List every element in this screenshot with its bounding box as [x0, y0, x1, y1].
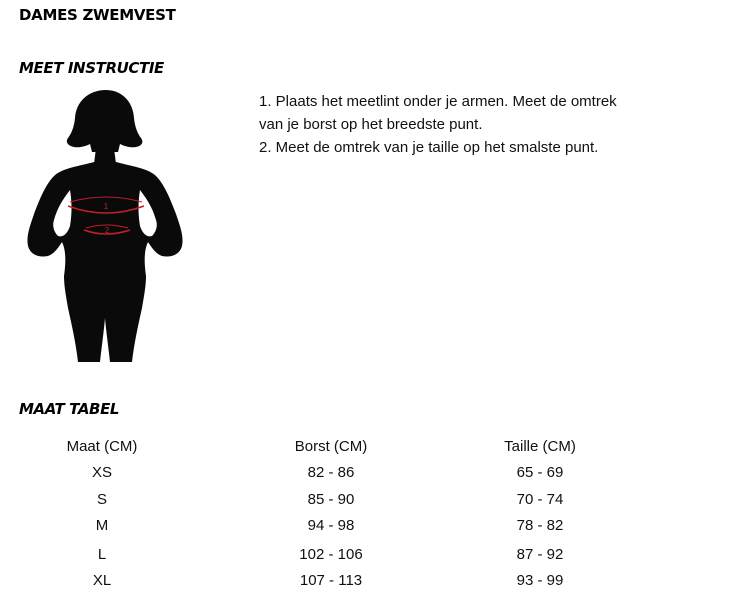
instruction-line: 2. Meet de omtrek van je taille op het smalste punt.: [259, 139, 599, 156]
bust-cell: 102 - 106: [299, 546, 363, 563]
measure-heading: MEET INSTRUCTIE: [19, 59, 164, 77]
bust-cell: 94 - 98: [307, 517, 355, 534]
table-row: [0, 570, 736, 592]
column-header-bust: Borst (CM): [294, 438, 368, 455]
size-cell: L: [97, 546, 107, 563]
instruction-line: van je borst op het breedste punt.: [259, 116, 483, 133]
table-row: [0, 544, 736, 566]
column-header-size: Maat (CM): [66, 438, 138, 455]
bust-cell: 107 - 113: [299, 572, 363, 589]
waist-cell: 70 - 74: [516, 491, 564, 508]
table-row: [0, 462, 736, 484]
size-cell: XS: [91, 464, 112, 481]
measure-instructions: [259, 90, 719, 159]
waist-marker-label: 2: [104, 226, 110, 235]
size-cell: XL: [92, 572, 112, 589]
waist-cell: 65 - 69: [516, 464, 564, 481]
size-cell: M: [95, 517, 109, 534]
column-header-waist: Taille (CM): [504, 438, 576, 455]
waist-cell: 93 - 99: [516, 572, 564, 589]
silhouette-head: [67, 90, 143, 152]
silhouette-neck: [94, 148, 116, 164]
waist-cell: 78 - 82: [516, 517, 564, 534]
silhouette-body: [27, 162, 182, 362]
page-title: DAMES ZWEMVEST: [19, 6, 176, 24]
bust-cell: 82 - 86: [307, 464, 355, 481]
table-header-row: [0, 436, 736, 458]
bust-marker-label: 1: [103, 202, 109, 211]
size-cell: S: [96, 491, 107, 508]
bust-cell: 85 - 90: [307, 491, 355, 508]
waist-cell: 87 - 92: [516, 546, 564, 563]
table-row: [0, 489, 736, 511]
table-row: [0, 515, 736, 537]
woman-silhouette-image: [18, 86, 192, 366]
size-table-heading: MAAT TABEL: [19, 400, 120, 418]
instruction-line: 1. Plaats het meetlint onder je armen. Meet de omtrek: [259, 93, 617, 110]
